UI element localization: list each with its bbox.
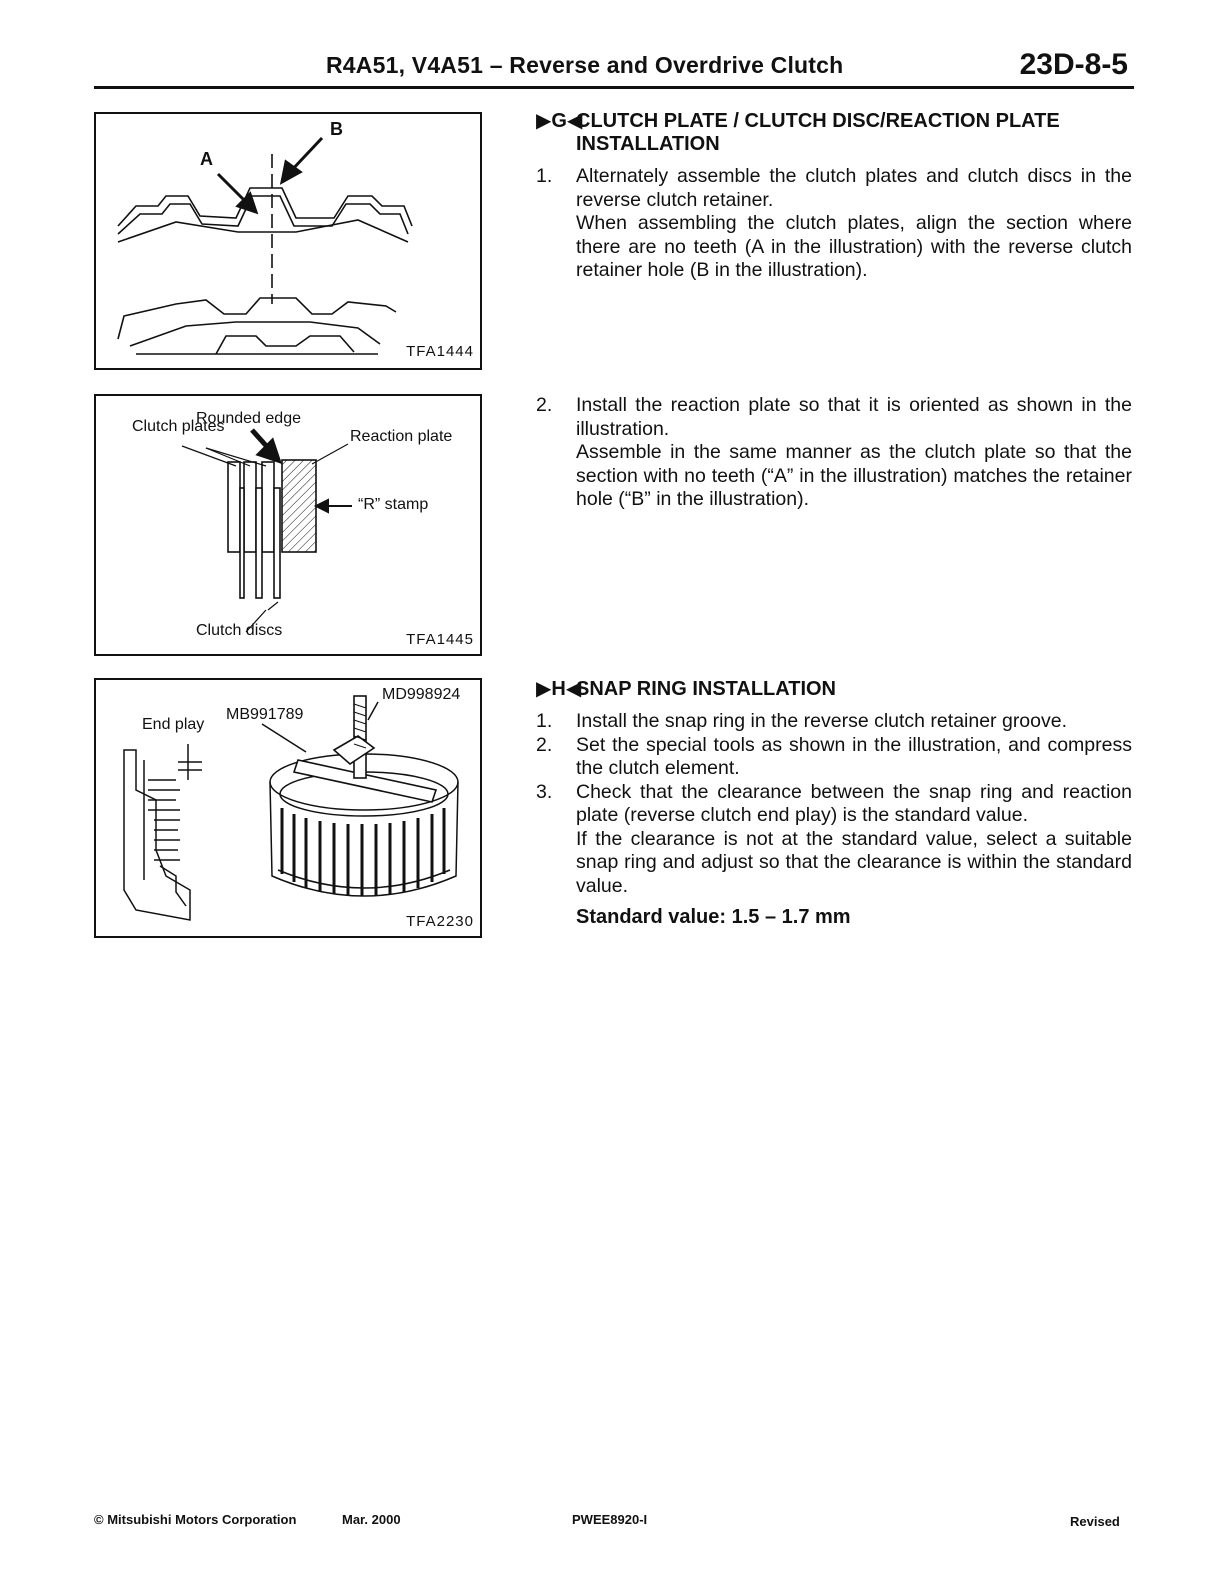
figure-code: TFA1444 xyxy=(406,343,474,360)
step-text: Check that the clearance between the snap ring and reaction plate (reverse clutch end play) is the standard value. xyxy=(576,780,1132,826)
step-text: Assemble in the same manner as the clutch plate so that the section with no teeth (“A” in the illustration) matches the retainer hole (“B” in the illustration). xyxy=(576,441,1132,510)
step-number: 1. xyxy=(536,165,553,187)
step-text: When assembling the clutch plates, align the section where there are no teeth (A in the illustration) with the reverse clutch retainer hole (B in the illustration). xyxy=(576,212,1132,281)
label-b: B xyxy=(330,119,343,139)
figure-code: TFA2230 xyxy=(406,913,474,930)
label-r-stamp: “R” stamp xyxy=(358,496,429,513)
label-tool-md998924: MD998924 xyxy=(382,686,461,703)
step-text: Install the reaction plate so that it is oriented as shown in the illustration. xyxy=(576,394,1132,440)
section-marker: ▶G◀ xyxy=(536,110,583,132)
step-item xyxy=(536,710,1132,734)
figure-reaction-plate-orientation xyxy=(94,394,482,656)
footer-copyright: © Mitsubishi Motors Corporation xyxy=(94,1512,297,1527)
page-title: R4A51, V4A51 – Reverse and Overdrive Clutch xyxy=(326,52,844,78)
step-number: 3. xyxy=(536,780,553,803)
label-tool-mb991789: MB991789 xyxy=(226,706,304,723)
clutch-plate-alignment-illustration xyxy=(96,114,480,368)
section-clutch-plate-installation xyxy=(536,110,1132,283)
step-item xyxy=(536,165,1132,283)
label-end-play: End play xyxy=(142,716,205,733)
label-rounded-edge: Rounded edge xyxy=(196,410,301,427)
step-text: Set the special tools as shown in the illustration, and compress the clutch element. xyxy=(576,733,1132,779)
label-clutch-plates: Clutch plates xyxy=(132,418,225,435)
section-reaction-plate-installation xyxy=(536,394,1132,512)
step-text: Alternately assemble the clutch plates and clutch discs in the reverse clutch retainer. xyxy=(576,165,1132,211)
section-heading xyxy=(536,678,1132,701)
label-reaction-plate: Reaction plate xyxy=(350,428,453,445)
step-text: Install the snap ring in the reverse clutch retainer groove. xyxy=(576,710,1068,732)
footer-date: Mar. 2000 xyxy=(342,1512,401,1527)
figure-code: TFA1445 xyxy=(406,631,474,648)
standard-value: Standard value: 1.5 – 1.7 mm xyxy=(576,906,851,928)
section-title: CLUTCH PLATE / CLUTCH DISC/REACTION PLATE INSTALLATION xyxy=(576,110,1060,155)
figure-clutch-plate-alignment xyxy=(94,112,482,370)
section-marker: ▶H◀ xyxy=(536,678,582,700)
footer-status: Revised xyxy=(1070,1514,1120,1529)
step-item xyxy=(536,734,1132,781)
step-item xyxy=(536,394,1132,512)
section-heading xyxy=(536,110,1132,156)
label-clutch-discs: Clutch discs xyxy=(196,622,283,639)
figure-snap-ring-end-play xyxy=(94,678,482,938)
step-number: 2. xyxy=(536,733,553,756)
step-number: 2. xyxy=(536,394,553,416)
section-snap-ring-installation xyxy=(536,678,1132,929)
label-a: A xyxy=(200,149,213,169)
page-number: 23D-8-5 xyxy=(1019,48,1128,81)
step-item xyxy=(536,781,1132,899)
step-text: If the clearance is not at the standard value, select a suitable snap ring and adjust so that the clearance is within the standard value. xyxy=(576,827,1132,897)
footer-code: PWEE8920-I xyxy=(572,1512,648,1527)
step-number: 1. xyxy=(536,710,553,732)
section-title: SNAP RING INSTALLATION xyxy=(576,678,836,700)
page-header xyxy=(94,48,1134,89)
